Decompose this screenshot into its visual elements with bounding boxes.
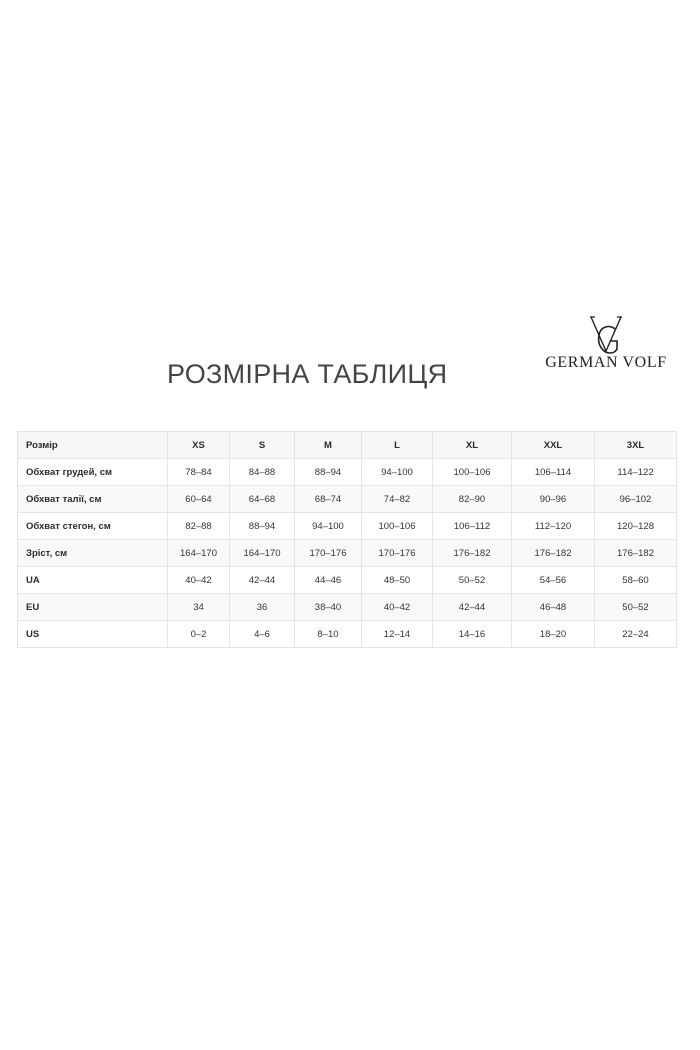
table-cell: 106–112 — [433, 513, 512, 540]
table-header-cell: 3XL — [595, 432, 677, 459]
table-cell: 176–182 — [512, 540, 595, 567]
table-cell: 170–176 — [362, 540, 433, 567]
table-header-cell: Розмір — [18, 432, 168, 459]
table-cell: 112–120 — [512, 513, 595, 540]
table-cell: 88–94 — [230, 513, 295, 540]
table-cell: 94–100 — [295, 513, 362, 540]
table-cell: 46–48 — [512, 594, 595, 621]
table-cell: 114–122 — [595, 459, 677, 486]
table-cell: 84–88 — [230, 459, 295, 486]
table-cell: 90–96 — [512, 486, 595, 513]
vg-monogram-icon — [589, 313, 623, 357]
table-header-cell: XXL — [512, 432, 595, 459]
table-cell: 18–20 — [512, 621, 595, 648]
row-label: UA — [18, 567, 168, 594]
table-cell: 44–46 — [295, 567, 362, 594]
table-cell: 74–82 — [362, 486, 433, 513]
table-cell: 100–106 — [433, 459, 512, 486]
table-cell: 22–24 — [595, 621, 677, 648]
table-row — [18, 540, 677, 567]
row-label: Зріст, см — [18, 540, 168, 567]
table-cell: 40–42 — [362, 594, 433, 621]
table-cell: 82–88 — [168, 513, 230, 540]
row-label: Обхват грудей, см — [18, 459, 168, 486]
table-cell: 164–170 — [168, 540, 230, 567]
page-title: РОЗМІРНА ТАБЛИЦЯ — [167, 359, 448, 390]
table-cell: 48–50 — [362, 567, 433, 594]
table-cell: 4–6 — [230, 621, 295, 648]
table-cell: 54–56 — [512, 567, 595, 594]
table-cell: 164–170 — [230, 540, 295, 567]
table-row — [18, 513, 677, 540]
table-cell: 82–90 — [433, 486, 512, 513]
table-cell: 50–52 — [595, 594, 677, 621]
table-cell: 0–2 — [168, 621, 230, 648]
table-cell: 78–84 — [168, 459, 230, 486]
table-cell: 12–14 — [362, 621, 433, 648]
table-header-cell: XL — [433, 432, 512, 459]
table-cell: 96–102 — [595, 486, 677, 513]
table-row — [18, 594, 677, 621]
table-row — [18, 459, 677, 486]
table-cell: 176–182 — [595, 540, 677, 567]
table-cell: 14–16 — [433, 621, 512, 648]
table-cell: 38–40 — [295, 594, 362, 621]
table-header-cell: L — [362, 432, 433, 459]
table-cell: 106–114 — [512, 459, 595, 486]
size-table — [17, 431, 677, 648]
table-cell: 42–44 — [433, 594, 512, 621]
table-cell: 34 — [168, 594, 230, 621]
row-label: Обхват стегон, см — [18, 513, 168, 540]
table-cell: 170–176 — [295, 540, 362, 567]
table-cell: 40–42 — [168, 567, 230, 594]
table-cell: 120–128 — [595, 513, 677, 540]
table-cell: 94–100 — [362, 459, 433, 486]
table-cell: 8–10 — [295, 621, 362, 648]
table-cell: 68–74 — [295, 486, 362, 513]
table-header-row — [18, 432, 677, 459]
table-cell: 88–94 — [295, 459, 362, 486]
table-cell: 42–44 — [230, 567, 295, 594]
table-cell: 100–106 — [362, 513, 433, 540]
table-cell: 50–52 — [433, 567, 512, 594]
table-cell: 58–60 — [595, 567, 677, 594]
table-header-cell: XS — [168, 432, 230, 459]
row-label: EU — [18, 594, 168, 621]
table-cell: 60–64 — [168, 486, 230, 513]
row-label: US — [18, 621, 168, 648]
table-row — [18, 621, 677, 648]
table-header-cell: S — [230, 432, 295, 459]
table-cell: 64–68 — [230, 486, 295, 513]
table-cell: 176–182 — [433, 540, 512, 567]
table-row — [18, 486, 677, 513]
brand-name: GERMAN VOLF — [545, 354, 667, 371]
row-label: Обхват талії, см — [18, 486, 168, 513]
brand-logo — [541, 313, 671, 377]
table-header-cell: M — [295, 432, 362, 459]
table-cell: 36 — [230, 594, 295, 621]
table-row — [18, 567, 677, 594]
